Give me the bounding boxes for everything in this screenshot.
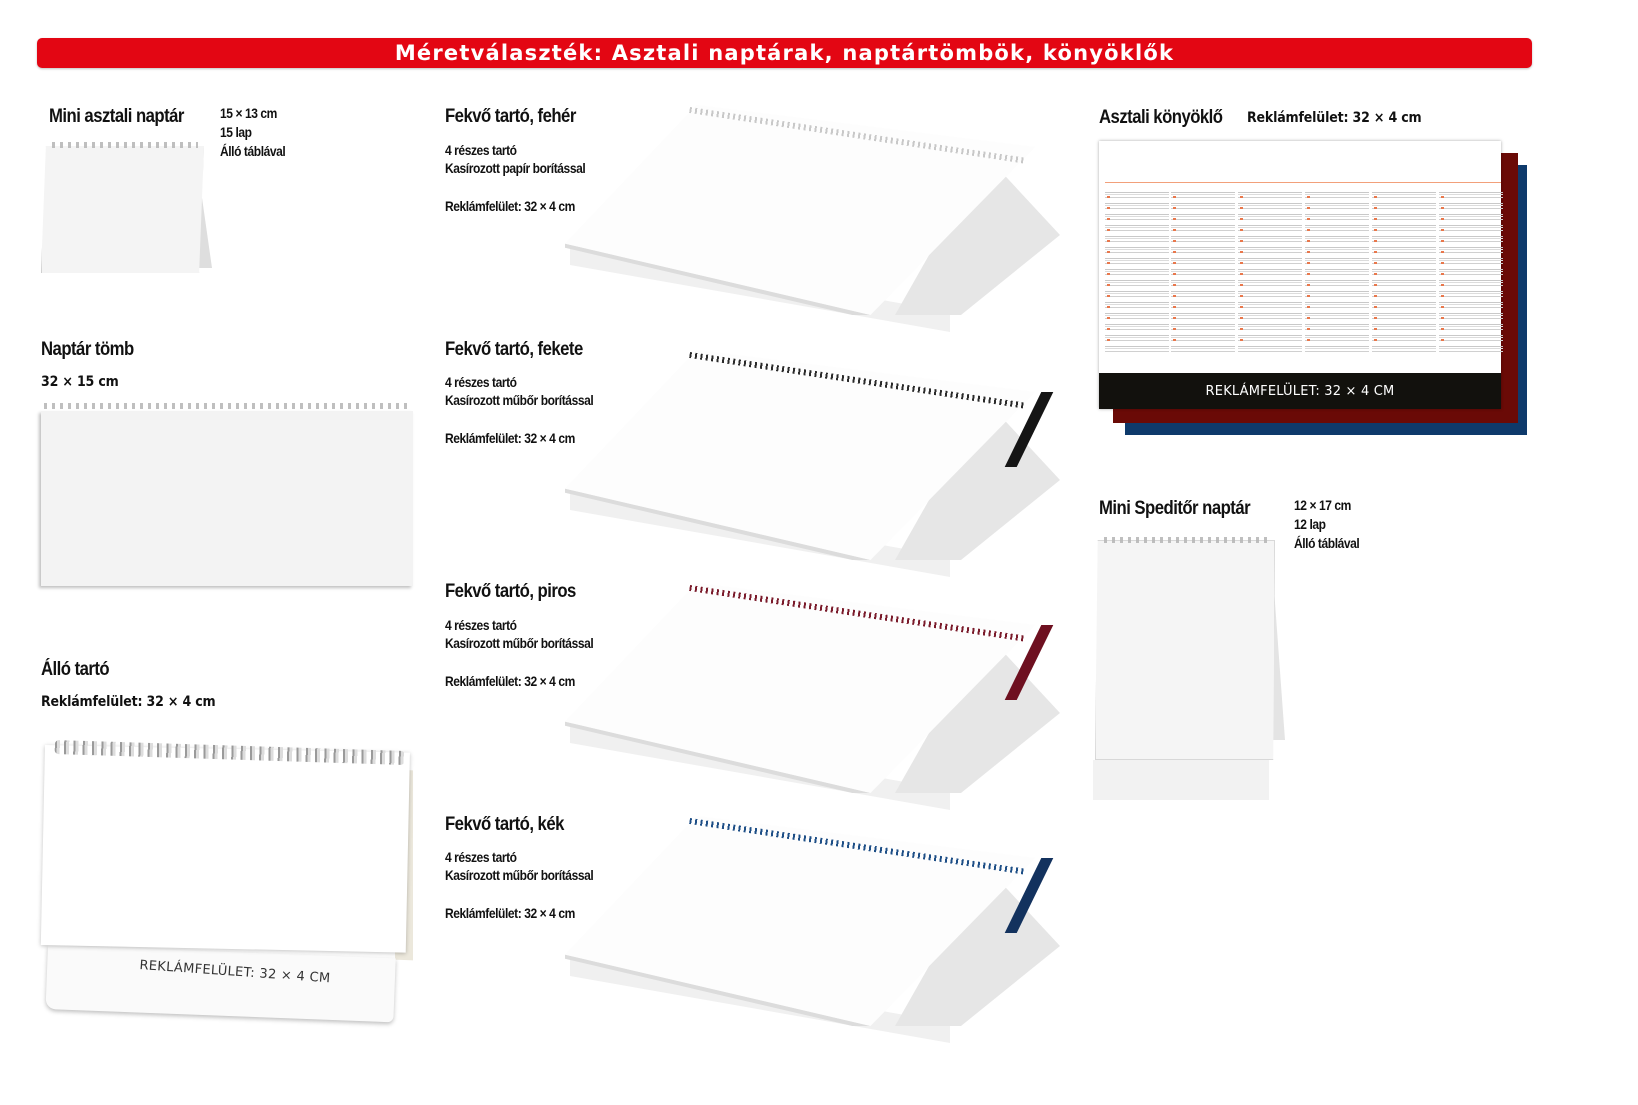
- spec-pages: 15 lap: [220, 124, 252, 140]
- planner-day-marker: [1107, 196, 1110, 198]
- spec-parts: 4 részes tartó: [445, 374, 517, 390]
- planner-day-marker: [1374, 306, 1377, 308]
- planner-day-marker: [1307, 240, 1310, 242]
- planner-day-marker: [1240, 251, 1243, 253]
- planner-day-marker: [1240, 218, 1243, 220]
- planner-day-marker: [1307, 273, 1310, 275]
- planner-day-marker: [1107, 262, 1110, 264]
- planner-day-marker: [1307, 229, 1310, 231]
- calendar-image: [1095, 540, 1275, 760]
- spec-size: 12 × 17 cm: [1294, 497, 1351, 513]
- planner-day-marker: [1107, 273, 1110, 275]
- page-title: Méretválaszték: Asztali naptárak, naptártömbök, könyöklők: [394, 41, 1175, 65]
- planner-day-marker: [1173, 306, 1176, 308]
- holder-image-blue: [565, 816, 1065, 1036]
- product-title: Álló tartó: [41, 659, 110, 680]
- planner-day-marker: [1441, 317, 1444, 319]
- spiral-binding: [44, 403, 412, 409]
- planner-day-marker: [1441, 306, 1444, 308]
- page-title-banner: [37, 38, 1532, 68]
- planner-day-marker: [1441, 295, 1444, 297]
- planner-day-marker: [1107, 218, 1110, 220]
- planner-day-marker: [1173, 229, 1176, 231]
- ad-strip: [1099, 373, 1501, 409]
- product-title: Asztali könyöklő: [1099, 107, 1223, 128]
- planner-day-marker: [1173, 207, 1176, 209]
- spec-stand: Álló táblával: [1294, 535, 1360, 551]
- planner-day-column: [1171, 182, 1235, 354]
- planner-day-marker: [1374, 339, 1377, 341]
- spiral-binding: [1104, 537, 1272, 543]
- planner-day-marker: [1307, 262, 1310, 264]
- holder-image-red: [565, 583, 1065, 803]
- calendar-base-image: [1093, 760, 1269, 800]
- planner-day-marker: [1107, 295, 1110, 297]
- planner-day-marker: [1173, 196, 1176, 198]
- ad-area-size: Reklámfelület: 32 × 4 cm: [445, 673, 575, 689]
- calendar-image: [41, 745, 410, 953]
- holder-ad-strip: [46, 945, 396, 1022]
- spec-cover: Kasírozott papír borítással: [445, 160, 586, 176]
- planner-day-marker: [1240, 317, 1243, 319]
- planner-day-marker: [1173, 317, 1176, 319]
- product-title: Naptár tömb: [41, 339, 134, 360]
- ad-area-size: Reklámfelület: 32 × 4 cm: [445, 198, 575, 214]
- planner-day-marker: [1107, 339, 1110, 341]
- planner-day-marker: [1307, 196, 1310, 198]
- planner-day-marker: [1173, 273, 1176, 275]
- planner-day-marker: [1173, 262, 1176, 264]
- planner-day-marker: [1240, 207, 1243, 209]
- spiral-binding: [52, 142, 198, 148]
- product-title: Mini asztali naptár: [49, 106, 184, 127]
- planner-day-marker: [1173, 284, 1176, 286]
- calendar-image: [41, 146, 204, 273]
- planner-day-marker: [1307, 251, 1310, 253]
- planner-day-marker: [1107, 240, 1110, 242]
- planner-day-column: [1439, 182, 1503, 354]
- planner-day-marker: [1374, 240, 1377, 242]
- planner-day-marker: [1173, 218, 1176, 220]
- planner-day-marker: [1374, 273, 1377, 275]
- spec-parts: 4 részes tartó: [445, 142, 517, 158]
- planner-day-marker: [1441, 339, 1444, 341]
- planner-day-marker: [1374, 218, 1377, 220]
- planner-day-marker: [1374, 251, 1377, 253]
- planner-day-marker: [1441, 207, 1444, 209]
- spec-cover: Kasírozott műbőr borítással: [445, 635, 594, 651]
- ad-area-size: Reklámfelület: 32 × 4 cm: [445, 905, 575, 921]
- planner-day-marker: [1240, 229, 1243, 231]
- product-title: Fekvő tartó, kék: [445, 814, 564, 835]
- planner-day-marker: [1240, 284, 1243, 286]
- spec-cover: Kasírozott műbőr borítással: [445, 867, 594, 883]
- planner-day-marker: [1173, 251, 1176, 253]
- holder-image-black: [565, 350, 1065, 570]
- planner-day-marker: [1441, 240, 1444, 242]
- planner-day-marker: [1441, 196, 1444, 198]
- spec-size: 15 × 13 cm: [220, 105, 277, 121]
- planner-day-marker: [1441, 229, 1444, 231]
- planner-day-marker: [1240, 306, 1243, 308]
- planner-day-marker: [1374, 328, 1377, 330]
- planner-day-column: [1105, 182, 1169, 354]
- planner-day-marker: [1307, 339, 1310, 341]
- planner-day-marker: [1173, 339, 1176, 341]
- planner-day-marker: [1173, 295, 1176, 297]
- planner-day-marker: [1374, 229, 1377, 231]
- planner-day-marker: [1307, 218, 1310, 220]
- weekly-planner-grid: [1105, 182, 1501, 357]
- planner-day-marker: [1240, 273, 1243, 275]
- planner-day-marker: [1374, 284, 1377, 286]
- spec-parts: 4 részes tartó: [445, 617, 517, 633]
- ad-area-label: REKLÁMFELÜLET: 32 × 4 CM: [138, 958, 331, 987]
- planner-day-marker: [1240, 339, 1243, 341]
- spec-cover: Kasírozott műbőr borítással: [445, 392, 594, 408]
- planner-day-marker: [1107, 284, 1110, 286]
- holder-image-white: [565, 105, 1065, 325]
- product-title: Fekvő tartó, fehér: [445, 106, 576, 127]
- planner-day-marker: [1240, 240, 1243, 242]
- spec-parts: 4 részes tartó: [445, 849, 517, 865]
- planner-day-marker: [1240, 262, 1243, 264]
- planner-day-marker: [1240, 295, 1243, 297]
- planner-day-column: [1372, 182, 1436, 354]
- planner-day-marker: [1107, 207, 1110, 209]
- product-title: Mini Speditőr naptár: [1099, 498, 1251, 519]
- planner-day-marker: [1107, 306, 1110, 308]
- planner-day-marker: [1307, 284, 1310, 286]
- planner-day-marker: [1173, 240, 1176, 242]
- planner-day-marker: [1374, 207, 1377, 209]
- planner-day-marker: [1441, 218, 1444, 220]
- planner-day-marker: [1240, 328, 1243, 330]
- planner-day-column: [1238, 182, 1302, 354]
- planner-day-marker: [1107, 317, 1110, 319]
- planner-day-marker: [1441, 328, 1444, 330]
- product-title: Fekvő tartó, fekete: [445, 339, 583, 360]
- planner-day-column: [1305, 182, 1369, 354]
- spec-stand: Álló táblával: [220, 143, 286, 159]
- ad-area-size: Reklámfelület: 32 × 4 cm: [445, 430, 575, 446]
- planner-day-marker: [1307, 328, 1310, 330]
- spec-pages: 12 lap: [1294, 516, 1326, 532]
- planner-day-marker: [1307, 317, 1310, 319]
- planner-day-marker: [1441, 284, 1444, 286]
- calendar-pad-image: [41, 411, 413, 586]
- planner-day-marker: [1374, 295, 1377, 297]
- ad-area-size: Reklámfelület: 32 × 4 cm: [41, 694, 216, 710]
- ad-area-label: REKLÁMFELÜLET: 32 × 4 CM: [1205, 383, 1395, 399]
- planner-day-marker: [1374, 262, 1377, 264]
- planner-day-marker: [1374, 196, 1377, 198]
- planner-day-marker: [1307, 306, 1310, 308]
- planner-day-marker: [1307, 207, 1310, 209]
- product-title: Fekvő tartó, piros: [445, 581, 576, 602]
- planner-day-marker: [1441, 251, 1444, 253]
- planner-day-marker: [1307, 295, 1310, 297]
- spec-size: 32 × 15 cm: [41, 374, 119, 390]
- planner-day-marker: [1107, 251, 1110, 253]
- planner-day-marker: [1374, 317, 1377, 319]
- ad-area-size: Reklámfelület: 32 × 4 cm: [1247, 110, 1422, 126]
- planner-day-marker: [1173, 328, 1176, 330]
- desk-pad-image: [1099, 141, 1501, 409]
- planner-day-marker: [1107, 328, 1110, 330]
- planner-day-marker: [1107, 229, 1110, 231]
- planner-day-marker: [1240, 196, 1243, 198]
- planner-day-marker: [1441, 262, 1444, 264]
- planner-day-marker: [1441, 273, 1444, 275]
